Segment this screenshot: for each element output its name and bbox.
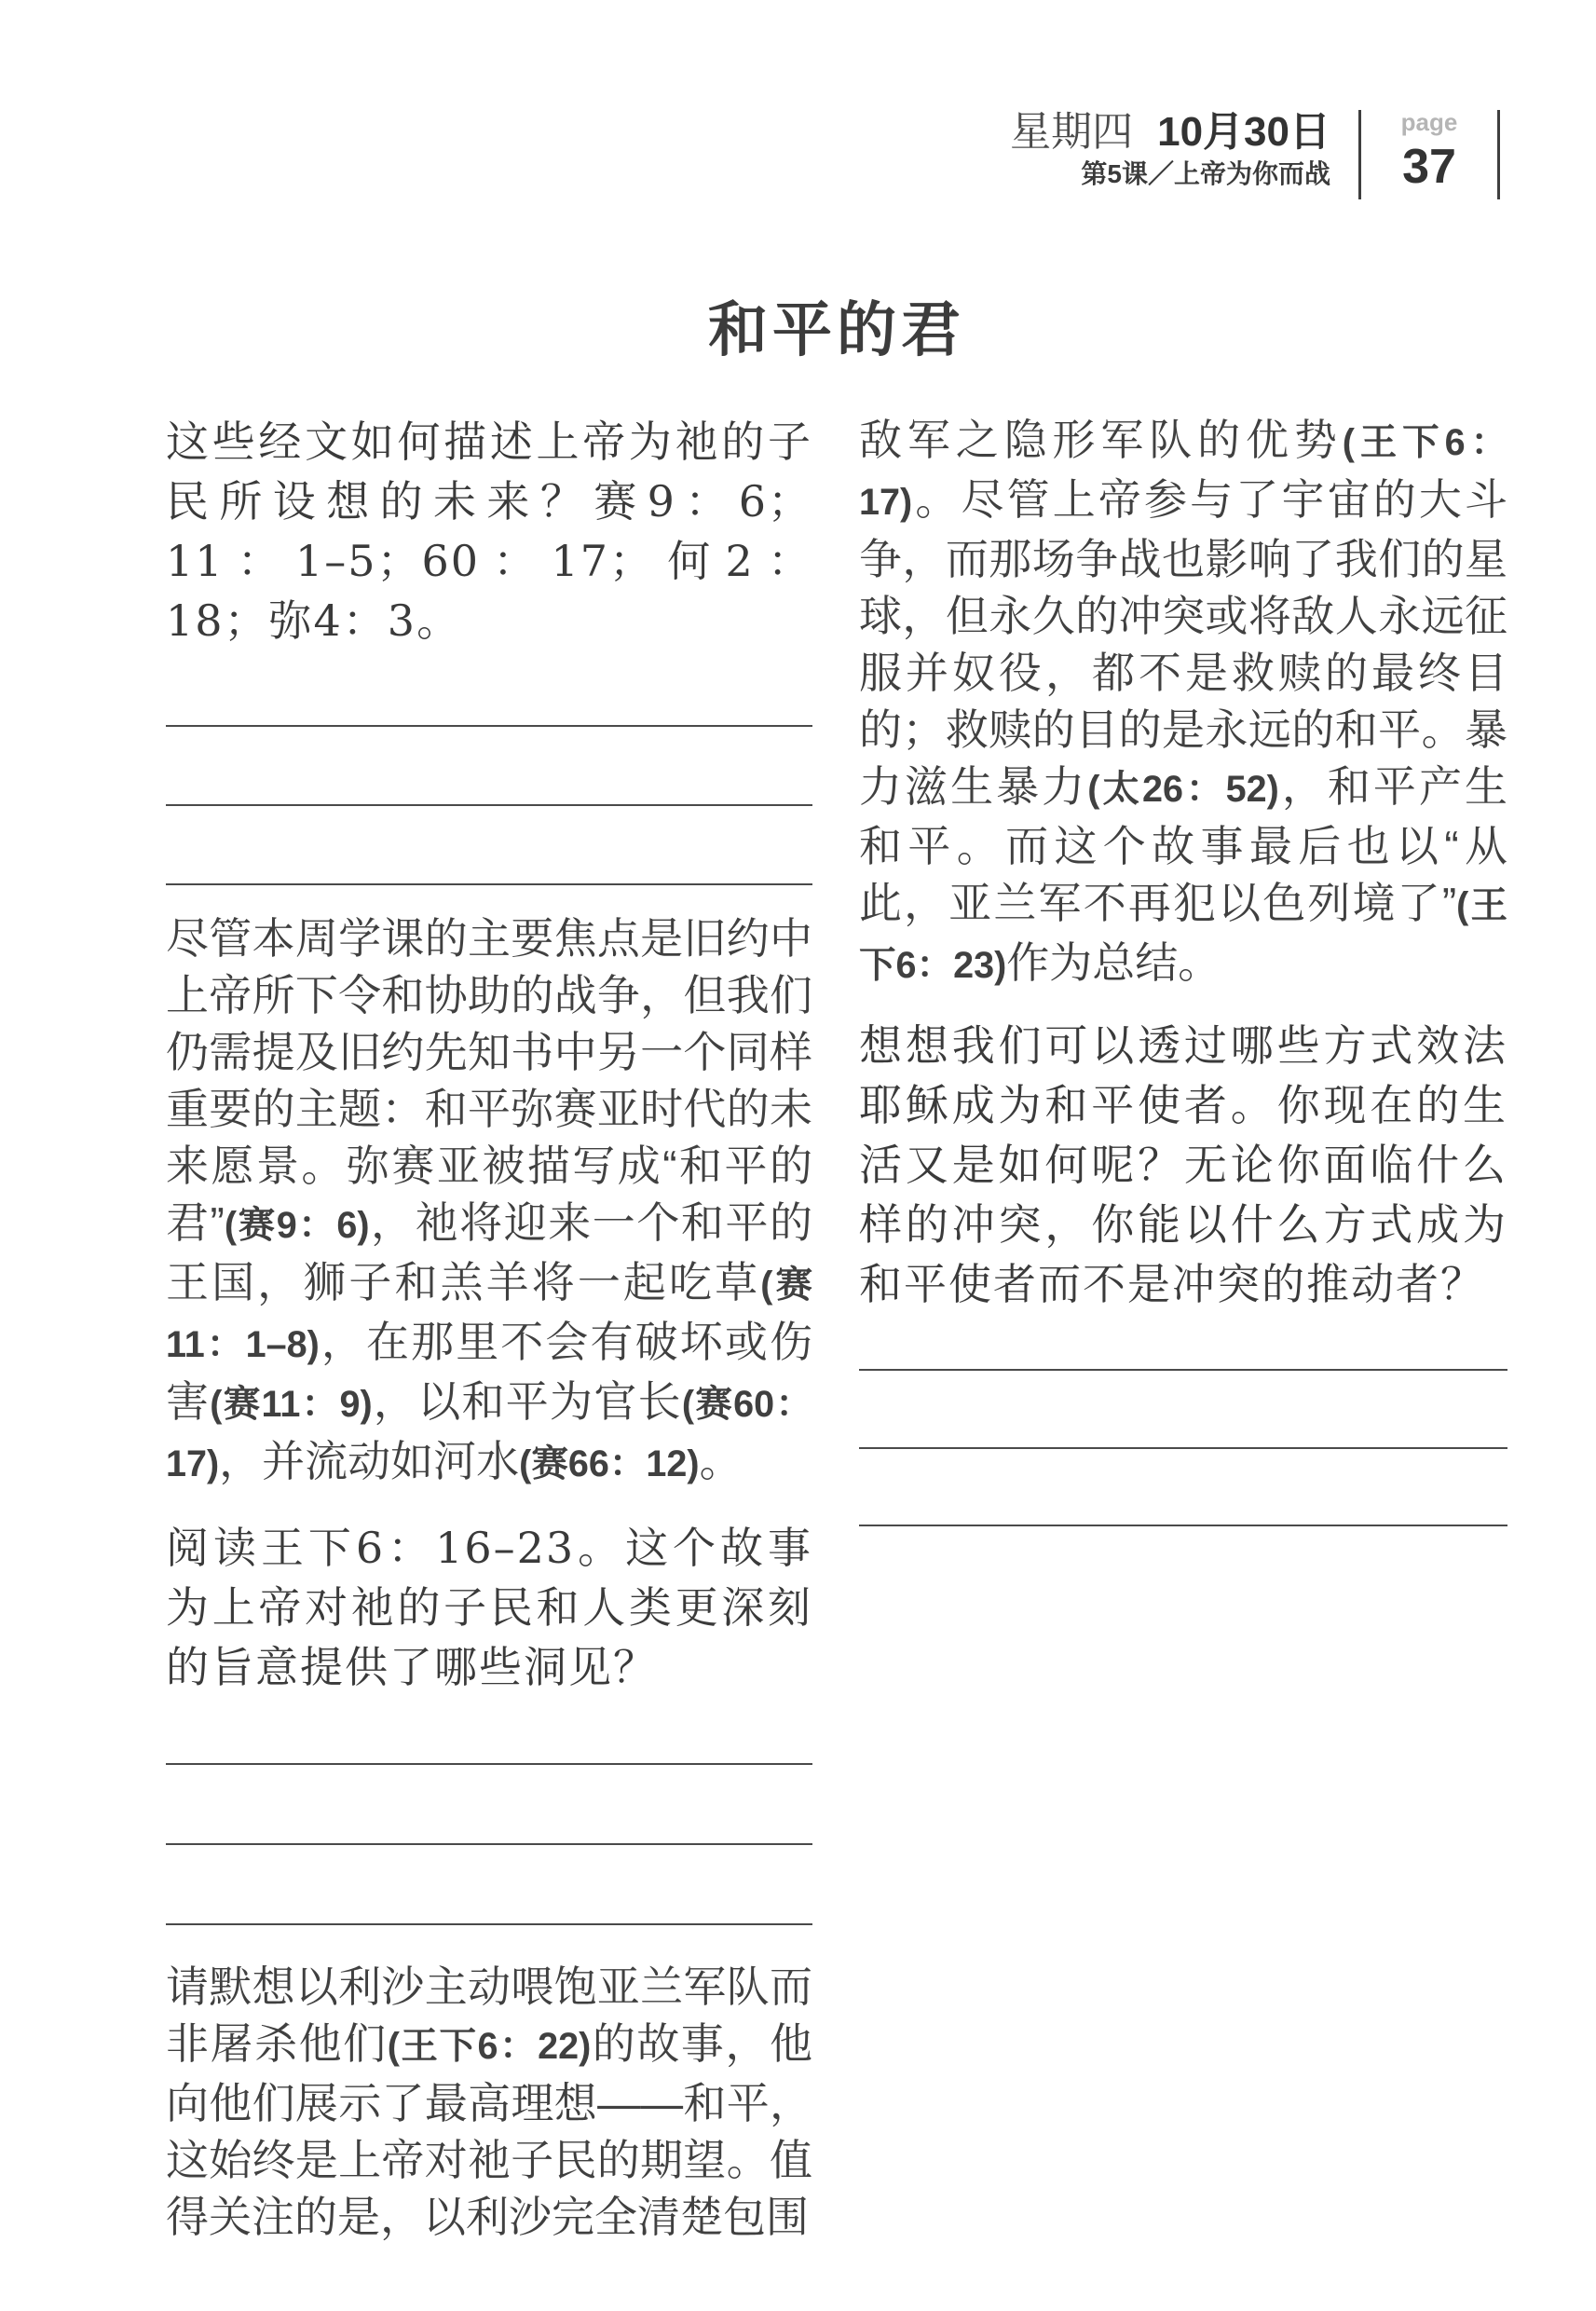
answer-line (166, 806, 812, 885)
answer-line (166, 1845, 812, 1925)
header-day-date (1010, 110, 1330, 155)
header-date: 10月30日 (1157, 109, 1330, 155)
header (0, 110, 1500, 199)
page-number: 37 (1402, 140, 1456, 194)
page-title: 和平的君 (708, 295, 965, 365)
answer-line (859, 1371, 1507, 1449)
header-divider-right (1497, 110, 1500, 199)
answer-line (166, 650, 812, 727)
answer-line (166, 1697, 812, 1765)
question-paragraph: 想想我们可以透过哪些方式效法耶稣成为和平使者。你现在的生活又是如何呢？无论你面临什么样的冲突，你能以什么方式成为和平使者而不是冲突的推动者？ (859, 1020, 1507, 1309)
answer-lines (859, 1314, 1507, 1526)
question-paragraph: 这些经文如何描述上帝为祂的子民所设想的未来？赛9：6；11：1–5；60：17；何2：18；弥4：3。 (166, 417, 812, 646)
header-weekday: 星期四 (1010, 109, 1134, 155)
header-lesson: 第5课／上帝为你而战 (1081, 159, 1330, 188)
answer-line (166, 727, 812, 806)
page-label: page (1400, 108, 1458, 136)
header-text (1010, 110, 1330, 199)
right-column (859, 412, 1507, 1526)
body-paragraph: 请默想以利沙主动喂饱亚兰军队而非屠杀他们(王下6：22)的故事，他向他们展示了最高理想——和平，这始终是上帝对祂子民的期望。值得关注的是，以利沙完全清楚包围 (166, 1962, 813, 2241)
left-column (166, 412, 812, 2246)
answer-line (166, 1765, 812, 1845)
answer-line (859, 1314, 1507, 1371)
body-paragraph: 敌军之隐形军队的优势(王下6：17)。尽管上帝参与了宇宙的大斗争，而那场争战也影响了我们的星球，但永久的冲突或将敌人永远征服并奴役，都不是救赎的最终目的；救赎的目的是永远的和平。暴力滋生暴力(太26：52)，和平产生和平。而这个故事最后也以“从此，亚兰军不再犯以色列境了”(王下6：23)作为总结。 (859, 416, 1508, 987)
body-paragraph: 尽管本周学课的主要焦点是旧约中上帝所下令和协助的战争，但我们仍需提及旧约先知书中另一个同样重要的主题：和平弥赛亚时代的未来愿景。弥赛亚被描写成“和平的君”(赛9：6)，祂将迎来一个和平的王国，狮子和羔羊将一起吃草(赛11：1–8)，在那里不会有破坏或伤害(赛11：9)，以和平为官长(赛60：17)，并流动如河水(赛66：12)。 (166, 914, 813, 1485)
answer-line (859, 1449, 1507, 1526)
answer-lines (166, 1697, 812, 1925)
question-paragraph: 阅读王下6：16–23。这个故事为上帝对祂的子民和人类更深刻的旨意提供了哪些洞见？ (166, 1523, 812, 1692)
page-indicator (1361, 110, 1497, 199)
answer-lines (166, 650, 812, 885)
